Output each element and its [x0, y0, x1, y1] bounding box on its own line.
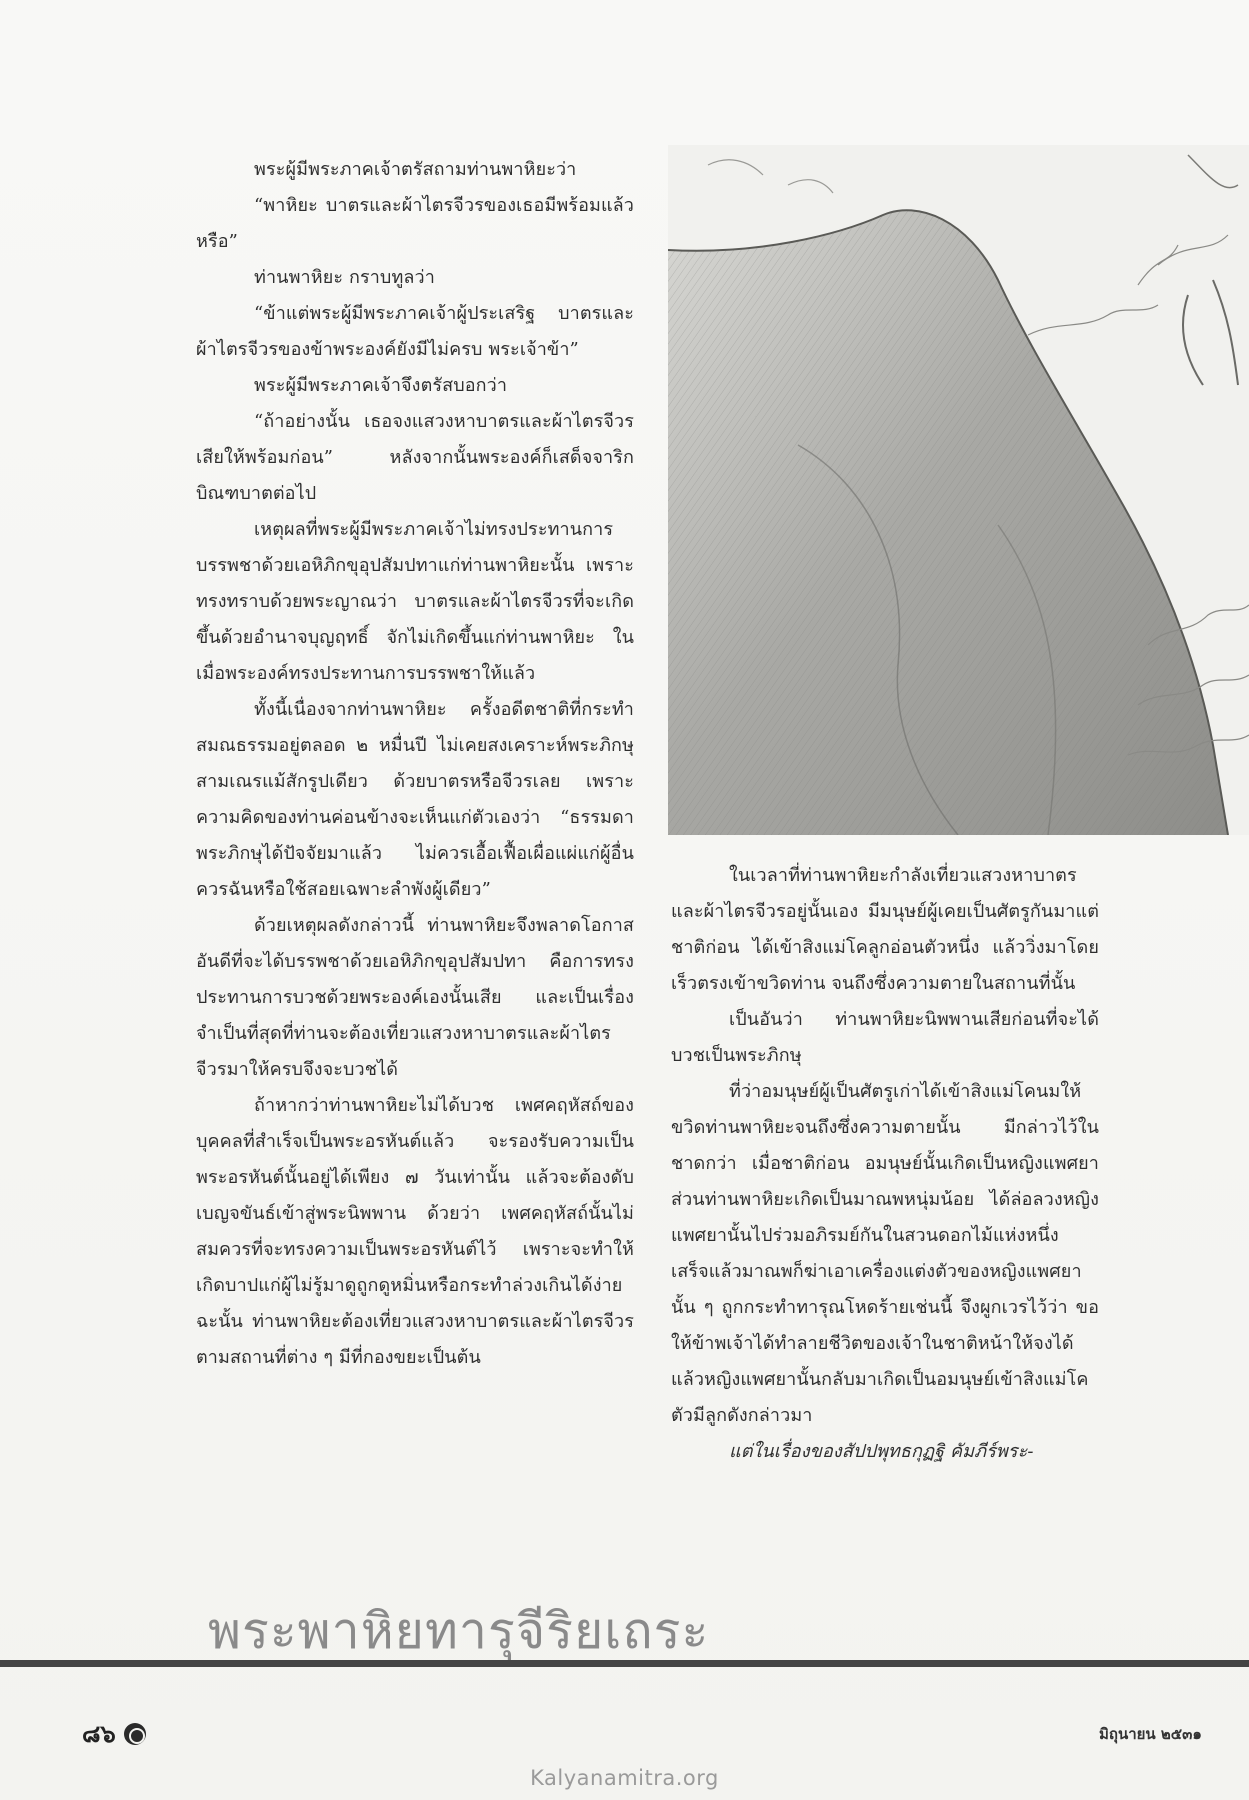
page-number: ๘๖ — [82, 1720, 116, 1748]
footer-divider — [0, 1660, 1249, 1667]
paragraph: ด้วยเหตุผลดังกล่าวนี้ ท่านพาหิยะจึงพลาดโอกาสอันดีที่จะได้บรรพชาด้วยเอหิภิกขุอุปสัมปทา คือการทรงประทานการบวชด้วยพระองค์เองนั้นเสีย และเป็นเรื่องจำเป็นที่สุดที่ท่านจะต้องเที่ยวแสวงหาบาตรและผ้าไตรจีวรมาให้ครบจึงจะบวชได้ — [196, 915, 634, 1080]
page-number-block — [82, 1714, 146, 1753]
paragraph: “ข้าแต่พระผู้มีพระภาคเจ้าผู้ประเสริฐ บาตรและผ้าไตรจีวรของข้าพระองค์ยังมีไม่ครบ พระเจ้าข้า” — [196, 303, 634, 360]
issue-date: มิถุนายน ๒๕๓๑ — [1099, 1725, 1202, 1743]
site-watermark: Kalyanamitra.org — [530, 1766, 719, 1790]
paragraph: ที่ว่าอมนุษย์ผู้เป็นศัตรูเก่าได้เข้าสิงแม่โคนมให้ขวิดท่านพาหิยะจนถึงซึ่งความตายนั้น มีกล่าวไว้ในชาดกว่า เมื่อชาติก่อน อมนุษย์นั้นเกิดเป็นหญิงแพศยา ส่วนท่านพาหิยะเกิดเป็นมาณพหนุ่มน้อย ได้ล่อลวงหญิงแพศยานั้นไปร่วมอภิรมย์กันในสวนดอกไม้แห่งหนึ่ง เสร็จแล้วมาณพก็ฆ่าเอาเครื่องแต่งตัวของหญิงแพศยานั้น ๆ ถูกกระทำทารุณโหดร้ายเช่นนี้ จึงผูกเวรไว้ว่า ขอให้ข้าพเจ้าได้ทำลายชีวิตของเจ้าในชาติหน้าให้จงได้ แล้วหญิงแพศยานั้นกลับมาเกิดเป็นอมนุษย์เข้าสิงแม่โคตัวมีลูกดังกล่าวมา — [671, 1081, 1099, 1426]
left-text-column — [196, 152, 634, 1376]
paragraph: แต่ในเรื่องของสัปปพุทธกุฏฐิ คัมภีร์พระ- — [729, 1441, 1034, 1462]
paragraph: ถ้าหากว่าท่านพาหิยะไม่ได้บวช เพศคฤหัสถ์ของบุคคลที่สำเร็จเป็นพระอรหันต์แล้ว จะรองรับความเป็นพระอรหันต์นั้นอยู่ได้เพียง ๗ วันเท่านั้น แล้วจะต้องดับเบญจขันธ์เข้าสู่พระนิพพาน ด้วยว่า เพศคฤหัสถ์นั้นไม่สมควรที่จะทรงความเป็นพระอรหันต์ไว้ เพราะจะทำให้เกิดบาปแก่ผู้ไม่รู้มาดูถูกดูหมิ่นหรือกระทำล่วงเกินได้ง่าย ฉะนั้น ท่านพาหิยะต้องเที่ยวแสวงหาบาตรและผ้าไตรจีวรตามสถานที่ต่าง ๆ มีที่กองขยะเป็นต้น — [196, 1095, 634, 1368]
paragraph: เป็นอันว่า ท่านพาหิยะนิพพานเสียก่อนที่จะได้บวชเป็นพระภิกษุ — [671, 1009, 1099, 1066]
cow-sketch-drawing — [668, 145, 1249, 835]
paragraph: ในเวลาที่ท่านพาหิยะกำลังเที่ยวแสวงหาบาตรและผ้าไตรจีวรอยู่นั้นเอง มีมนุษย์ผู้เคยเป็นศัตรูกันมาแต่ชาติก่อน ได้เข้าสิงแม่โคลูกอ่อนตัวหนึ่ง แล้ววิ่งมาโดยเร็วตรงเข้าขวิดท่าน จนถึงซึ่งความตายในสถานที่นั้น — [671, 865, 1099, 994]
paragraph: ทั้งนี้เนื่องจากท่านพาหิยะ ครั้งอดีตชาติที่กระทำสมณธรรมอยู่ตลอด ๒ หมื่นปี ไม่เคยสงเคราะห์พระภิกษุสามเณรแม้สักรูปเดียว ด้วยบาตรหรือจีวรเลย เพราะความคิดของท่านค่อนข้างจะเห็นแก่ตัวเองว่า “ธรรมดาพระภิกษุได้ปัจจัยมาแล้ว ไม่ควรเอื้อเฟื้อเผื่อแผ่แก่ผู้อื่น ควรฉันหรือใช้สอยเฉพาะลำพังผู้เดียว” — [196, 699, 634, 900]
paragraph: พระผู้มีพระภาคเจ้าตรัสถามท่านพาหิยะว่า — [254, 159, 577, 180]
pencil-illustration-cow — [668, 145, 1249, 835]
magazine-logo-icon — [124, 1723, 146, 1745]
paragraph: “ถ้าอย่างนั้น เธอจงแสวงหาบาตรและผ้าไตรจีวรเสียให้พร้อมก่อน” หลังจากนั้นพระองค์ก็เสด็จจาริกบิณฑบาตต่อไป — [196, 411, 634, 504]
paragraph: เหตุผลที่พระผู้มีพระภาคเจ้าไม่ทรงประทานการบรรพชาด้วยเอหิภิกขุอุปสัมปทาแก่ท่านพาหิยะนั้น เพราะทรงทราบด้วยพระญาณว่า บาตรและผ้าไตรจีวรที่จะเกิดขึ้นด้วยอำนาจบุญฤทธิ์ จักไม่เกิดขึ้นแก่ท่านพาหิยะ ในเมื่อพระองค์ทรงประทานการบรรพชาให้แล้ว — [196, 519, 634, 684]
paragraph: พระผู้มีพระภาคเจ้าจึงตรัสบอกว่า — [254, 375, 508, 396]
paragraph: ท่านพาหิยะ กราบทูลว่า — [254, 267, 435, 288]
article-title: พระพาหิยทารุจีริยเถระ — [208, 1602, 710, 1660]
paragraph: “พาหิยะ บาตรและผ้าไตรจีวรของเธอมีพร้อมแล้วหรือ” — [196, 195, 634, 252]
right-text-column — [671, 858, 1099, 1470]
